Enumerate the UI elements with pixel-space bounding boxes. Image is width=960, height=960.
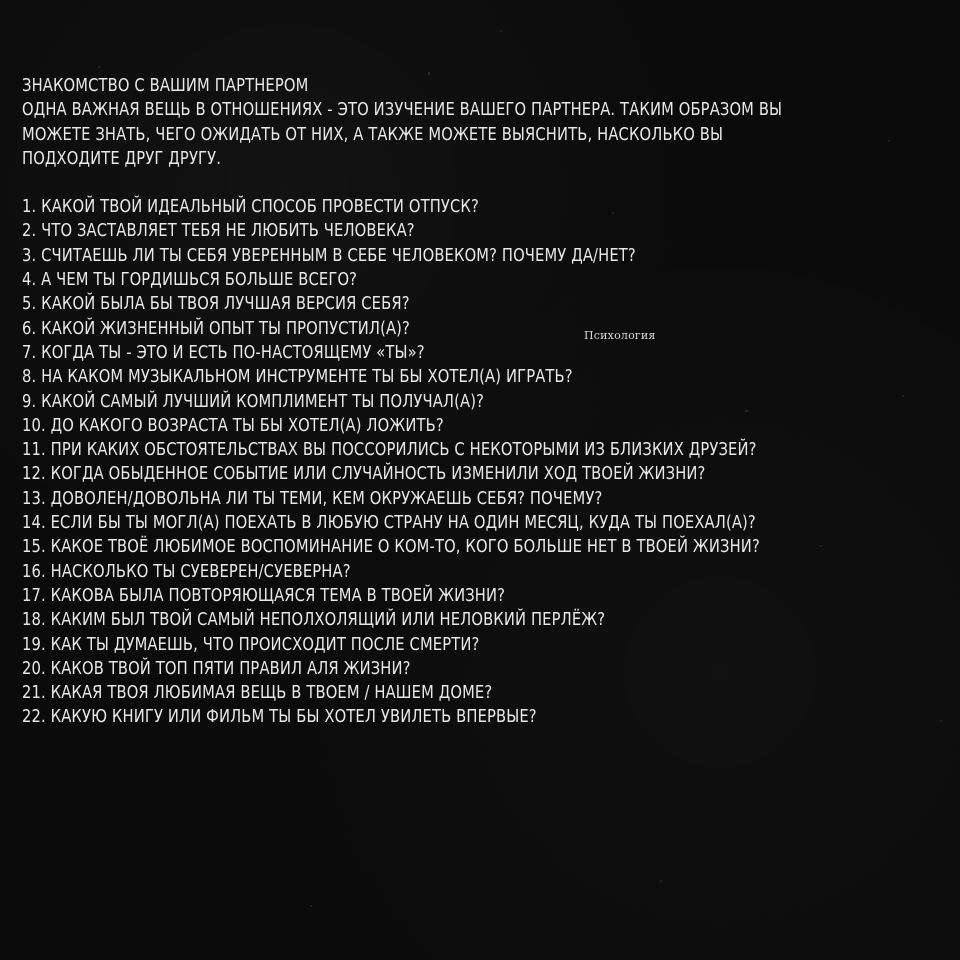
question-item: 17. КАКОВА БЫЛА ПОВТОРЯЮЩАЯСЯ ТЕМА В ТВОЕЙ ЖИЗНИ?: [22, 585, 506, 606]
question-item: 8. НА КАКОМ МУЗЫКАЛЬНОМ ИНСТРУМЕНТЕ ТЫ БЫ ХОТЕЛ(А) ИГРАТЬ?: [22, 367, 573, 388]
section-spacer: [22, 171, 892, 195]
dust-speck: [660, 880, 662, 882]
question-item: 18. КАКИМ БЫЛ ТВОЙ САМЫЙ НЕПОЛХОЛЯЩИЙ ИЛИ НЕЛОВКИЙ ПЕРЛЁЖ?: [22, 610, 606, 631]
question-item: 15. КАКОЕ ТВОЁ ЛЮБИМОЕ ВОСПОМИНАНИЕ О КОМ-ТО, КОГО БОЛЬШЕ НЕТ В ТВОЕЙ ЖИЗНИ?: [22, 537, 760, 558]
dust-speck: [500, 30, 502, 32]
question-item: 13. ДОВОЛЕН/ДОВОЛЬНА ЛИ ТЫ ТЕМИ, КЕМ ОКРУЖАЕШЬ СЕБЯ? ПОЧЕМУ?: [22, 488, 603, 509]
question-item: 3. СЧИТАЕШЬ ЛИ ТЫ СЕБЯ УВЕРЕННЫМ В СЕБЕ ЧЕЛОВЕКОМ? ПОЧЕМУ ДА/НЕТ?: [22, 245, 636, 266]
intro-line: ОДНА ВАЖНАЯ ВЕЩЬ В ОТНОШЕНИЯХ - ЭТО ИЗУЧЕНИЕ ВАШЕГО ПАРТНЕРА. ТАКИМ ОБРАЗОМ ВЫ: [22, 100, 783, 121]
question-item: 19. КАК ТЫ ДУМАЕШЬ, ЧТО ПРОИСХОДИТ ПОСЛЕ СМЕРТИ?: [22, 634, 480, 655]
psychology-watermark: Психология: [584, 329, 656, 342]
question-item: 16. НАСКОЛЬКО ТЫ СУЕВЕРЕН/СУЕВЕРНА?: [22, 561, 351, 582]
question-item: 9. КАКОЙ САМЫЙ ЛУЧШИЙ КОМПЛИМЕНТ ТЫ ПОЛУЧАЛ(А)?: [22, 391, 485, 412]
dust-speck: [98, 66, 100, 68]
intro-line: ПОДХОДИТЕ ДРУГ ДРУГУ.: [22, 148, 222, 169]
question-item: 14. ЕСЛИ БЫ ТЫ МОГЛ(А) ПОЕХАТЬ В ЛЮБУЮ СТРАНУ НА ОДИН МЕСЯЦ, КУДА ТЫ ПОЕХАЛ(А)?: [22, 513, 756, 534]
question-item: 11. ПРИ КАКИХ ОБСТОЯТЕЛЬСТВАХ ВЫ ПОССОРИЛИСЬ С НЕКОТОРЫМИ ИЗ БЛИЗКИХ ДРУЗЕЙ?: [22, 440, 757, 461]
question-item: 7. КОГДА ТЫ - ЭТО И ЕСТЬ ПО-НАСТОЯЩЕМУ «ТЫ»?: [22, 342, 425, 363]
intro-line: МОЖЕТЕ ЗНАТЬ, ЧЕГО ОЖИДАТЬ ОТ НИХ, А ТАКЖЕ МОЖЕТЕ ВЫЯСНИТЬ, НАСКОЛЬКО ВЫ: [22, 124, 724, 145]
question-item: 6. КАКОЙ ЖИЗНЕННЫЙ ОПЫТ ТЫ ПРОПУСТИЛ(А)?: [22, 318, 410, 339]
document-title: ЗНАКОМСТВО С ВАШИМ ПАРТНЕРОМ: [22, 76, 309, 96]
document-text: [22, 74, 892, 730]
dust-speck: [310, 905, 312, 907]
question-item: 10. ДО КАКОГО ВОЗРАСТА ТЫ БЫ ХОТЕЛ(А) ЛОЖИТЬ?: [22, 415, 444, 436]
question-item: 22. КАКУЮ КНИГУ ИЛИ ФИЛЬМ ТЫ БЫ ХОТЕЛ УВИЛЕТЬ ВПЕРВЫЕ?: [22, 707, 537, 728]
dust-speck: [940, 720, 942, 722]
question-item: 4. А ЧЕМ ТЫ ГОРДИШЬСЯ БОЛЬШЕ ВСЕГО?: [22, 270, 358, 291]
dust-speck: [902, 395, 904, 397]
question-item: 20. КАКОВ ТВОЙ ТОП ПЯТИ ПРАВИЛ АЛЯ ЖИЗНИ?: [22, 658, 411, 679]
question-list: [22, 195, 892, 730]
question-item: 12. КОГДА ОБЫДЕННОЕ СОБЫТИЕ ИЛИ СЛУЧАЙНОСТЬ ИЗМЕНИЛИ ХОД ТВОЕЙ ЖИЗНИ?: [22, 464, 706, 485]
question-item: 21. КАКАЯ ТВОЯ ЛЮБИМАЯ ВЕЩЬ В ТВОЕМ / НАШЕМ ДОМЕ?: [22, 683, 493, 704]
question-item: 2. ЧТО ЗАСТАВЛЯЕТ ТЕБЯ НЕ ЛЮБИТЬ ЧЕЛОВЕКА?: [22, 221, 415, 242]
question-item: 1. КАКОЙ ТВОЙ ИДЕАЛЬНЫЙ СПОСОБ ПРОВЕСТИ ОТПУСК?: [22, 197, 479, 218]
question-item: 5. КАКОЙ БЫЛА БЫ ТВОЯ ЛУЧШАЯ ВЕРСИЯ СЕБЯ?: [22, 294, 410, 315]
